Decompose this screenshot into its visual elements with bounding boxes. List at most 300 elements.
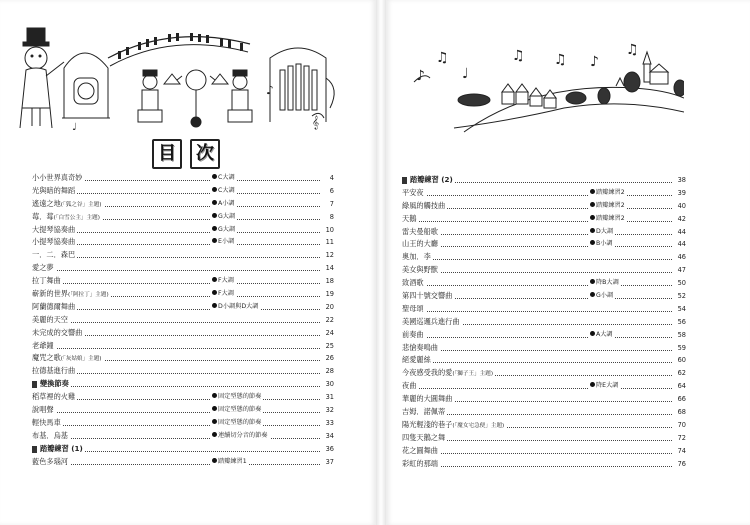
toc-entry-page: 14 <box>324 262 334 275</box>
toc-entry <box>402 367 686 380</box>
toc-entry-title-text: 花之圓舞曲 <box>402 445 438 455</box>
bullet-icon <box>212 432 217 437</box>
toc-entry-key <box>210 172 237 185</box>
toc-entry-title <box>402 458 440 471</box>
toc-leader-dots <box>402 195 672 196</box>
title-char: 目 <box>152 139 182 169</box>
toc-entry-title <box>32 365 77 378</box>
toc-entry-title <box>402 329 426 342</box>
toc-leader-dots <box>402 311 672 312</box>
toc-entry-title-text: 藍色多瑙河 <box>32 456 68 466</box>
left-toc <box>32 172 334 468</box>
toc-entry-key-text: 連續切分音的節奏 <box>218 431 268 439</box>
toc-leader-dots <box>32 322 320 323</box>
toc-entry-title-text: 華麗的大圓舞曲 <box>402 394 453 404</box>
toc-entry-title <box>32 391 77 404</box>
toc-entry-key-text: F大調 <box>218 290 234 298</box>
toc-entry <box>32 301 334 314</box>
bullet-icon <box>590 240 595 245</box>
toc-entry-title-text: 今夜感受我的愛 <box>402 368 453 378</box>
toc-entry-key <box>210 275 236 288</box>
toc-entry-key <box>210 236 236 249</box>
toc-entry-title <box>402 316 462 329</box>
toc-entry-title <box>402 290 454 303</box>
bullet-icon <box>212 303 217 308</box>
toc-entry-title-text: 變換節奏 <box>40 379 69 389</box>
toc-entry-page: 10 <box>324 224 334 237</box>
toc-entry-key <box>588 200 627 213</box>
toc-entry <box>32 172 334 185</box>
toc-entry-title <box>402 238 440 251</box>
toc-entry-key <box>210 288 236 301</box>
toc-entry-key-text: 固定型態的節奏 <box>218 406 262 414</box>
toc-entry-key-text: A小調 <box>218 199 235 207</box>
toc-entry-title <box>32 327 84 340</box>
title-char: 次 <box>190 139 220 169</box>
toc-entry-key-text: 固定型態的節奏 <box>218 418 262 426</box>
toc-entry-page: 58 <box>676 329 686 342</box>
toc-entry-key <box>588 226 615 239</box>
toc-entry-title-text: 魔咒之歌 <box>32 353 61 363</box>
toc-entry-key-text: G小調 <box>596 292 614 300</box>
toc-entry-page: 47 <box>676 264 686 277</box>
toc-entry <box>402 316 686 329</box>
toc-entry-page: 33 <box>324 417 334 430</box>
toc-entry-title <box>402 213 418 226</box>
toc-entry-key <box>588 213 627 226</box>
toc-entry-title <box>32 185 77 198</box>
toc-entry-title <box>32 301 77 314</box>
toc-entry-title <box>402 264 440 277</box>
toc-entry-title-text: 悲愴奏鳴曲 <box>402 342 438 352</box>
toc-entry-page: 50 <box>676 277 686 290</box>
toc-entry-key-text: 降E大調 <box>596 382 619 390</box>
toc-entry-title <box>32 404 56 417</box>
bullet-icon <box>212 174 217 179</box>
toc-entry-title-text: 未完成的交響曲 <box>32 327 83 337</box>
toc-section-heading <box>32 378 334 391</box>
toc-entry-key-text: C大調 <box>218 186 235 194</box>
toc-entry-page: 68 <box>676 406 686 419</box>
toc-entry <box>402 419 686 432</box>
toc-entry-title-text: 夜曲 <box>402 381 417 391</box>
toc-entry <box>402 393 686 406</box>
toc-entry <box>402 277 686 290</box>
toc-entry-page: 31 <box>324 391 334 404</box>
toc-entry-title-text: 一．二．森巴 <box>32 250 76 260</box>
toc-entry-title-text: 平安夜 <box>402 187 424 197</box>
toc-entry-title-text: 陽光輕淺的巷子 <box>402 419 453 429</box>
toc-leader-dots <box>402 246 672 247</box>
toc-entry <box>32 365 334 378</box>
toc-entry-key <box>588 187 627 200</box>
bullet-icon <box>590 331 595 336</box>
toc-entry-page: 56 <box>676 316 686 329</box>
toc-entry-title-text: 四隻天鵝之舞 <box>402 432 446 442</box>
toc-entry-note: (「獅子王」主題) <box>452 371 494 378</box>
toc-entry-title <box>32 224 77 237</box>
toc-entry-key <box>210 417 263 430</box>
toc-entry-page: 66 <box>676 393 686 406</box>
bullet-icon <box>212 226 217 231</box>
toc-entry-title-text: 愛之夢 <box>32 263 54 273</box>
toc-entry-key <box>210 301 260 314</box>
toc-entry-key-text: E小調 <box>218 238 235 246</box>
toc-entry-page: 76 <box>676 458 686 471</box>
toc-entry-key-text: A大調 <box>596 330 613 338</box>
toc-entry-title <box>402 187 426 200</box>
toc-entry-key-text: 固定型態的節奏 <box>218 393 262 401</box>
toc-entry-page: 26 <box>324 352 334 365</box>
toc-entry-page: 37 <box>324 456 334 469</box>
toc-entry-title <box>32 352 104 366</box>
toc-leader-dots <box>402 285 672 286</box>
svg-text:𝄞: 𝄞 <box>312 115 320 129</box>
toc-entry-title <box>402 303 426 316</box>
toc-entry-title <box>32 417 63 430</box>
toc-entry-key-text: G大調 <box>218 225 236 233</box>
toc-entry-page: 64 <box>676 380 686 393</box>
toc-entry-key-text: 踏瓣練習2 <box>596 214 625 222</box>
toc-entry-title <box>32 340 56 353</box>
toc-entry-title <box>32 314 70 327</box>
toc-entry-title-text: 嶄新的世界 <box>32 289 68 299</box>
toc-entry-title-text: 前奏曲 <box>402 329 424 339</box>
toc-entry-page: 34 <box>324 430 334 443</box>
toc-entry-title-text: 莓．莓 <box>32 211 54 221</box>
book-spine <box>376 0 386 525</box>
toc-entry <box>32 198 334 211</box>
toc-entry-key <box>588 290 615 303</box>
toc-entry-page: 30 <box>324 378 334 391</box>
toc-entry-title-text: 光與暗的舞蹈 <box>32 185 76 195</box>
toc-entry-title <box>402 354 433 367</box>
bullet-icon <box>590 279 595 284</box>
toc-leader-dots <box>32 464 320 465</box>
toc-entry-page: 40 <box>676 200 686 213</box>
toc-entry-page: 60 <box>676 354 686 367</box>
toc-entry-title-text: 美女與野獸 <box>402 265 438 275</box>
bullet-icon <box>212 458 217 463</box>
toc-entry-note: (「白雪公主」主題) <box>53 214 100 221</box>
toc-entry-page: 36 <box>324 443 334 456</box>
toc-entry-title-text: 山王的大廳 <box>402 239 438 249</box>
toc-entry <box>32 391 334 404</box>
toc-entry-key <box>210 404 263 417</box>
toc-entry-title-text: 拉丁舞曲 <box>32 276 61 286</box>
toc-entry <box>32 211 334 224</box>
toc-leader-dots <box>402 272 672 273</box>
toc-entry-page: 28 <box>324 365 334 378</box>
toc-entry-title-text: 綠風的觸技曲 <box>402 200 446 210</box>
toc-entry-title-text: 奧加．李 <box>402 252 431 262</box>
toc-entry-key <box>210 430 270 443</box>
toc-entry-title-text: 小小世界真奇妙 <box>32 173 83 182</box>
toc-entry-title <box>402 277 426 290</box>
toc-entry-page: 74 <box>676 445 686 458</box>
bullet-icon <box>590 292 595 297</box>
toc-entry-title-text: 美麗的天空 <box>32 314 68 324</box>
toc-entry-title-text: 小提琴協奏曲 <box>32 237 76 247</box>
toc-entry-title <box>32 430 70 443</box>
svg-text:♫: ♫ <box>512 48 525 64</box>
toc-entry-title <box>402 380 418 393</box>
toc-entry <box>32 224 334 237</box>
toc-entry <box>32 352 334 365</box>
toc-entry-note: (「阿拉丁」主題) <box>67 292 109 299</box>
toc-entry-title <box>32 211 102 225</box>
toc-entry-page: 22 <box>324 314 334 327</box>
toc-entry <box>402 406 686 419</box>
toc-entry-note: (「灰姑娘」主題) <box>60 356 102 363</box>
toc-entry-title-text: 聖母頌 <box>402 303 424 313</box>
toc-entry <box>32 262 334 275</box>
toc-entry-title <box>402 200 447 213</box>
toc-section-heading <box>402 174 686 187</box>
bullet-icon <box>590 382 595 387</box>
toc-leader-dots <box>402 337 672 338</box>
toc-entry-key <box>588 329 615 342</box>
toc-entry-page: 54 <box>676 303 686 316</box>
toc-entry-key <box>210 198 237 211</box>
orchestra-illustration <box>12 18 342 136</box>
toc-leader-dots <box>32 386 320 387</box>
toc-entry-title <box>402 367 495 381</box>
toc-entry-title-text: 吉姆．諾佩蒂 <box>402 407 446 417</box>
toc-leader-dots <box>32 425 320 426</box>
toc-entry-key-text: 踏瓣練習1 <box>218 457 247 465</box>
toc-entry-page: 46 <box>676 251 686 264</box>
toc-leader-dots <box>32 412 320 413</box>
toc-entry-title <box>32 275 63 288</box>
toc-entry-key-text: B小調 <box>596 240 613 248</box>
toc-entry <box>402 238 686 251</box>
svg-text:♫: ♫ <box>626 42 639 58</box>
toc-entry-title-text: 大提琴協奏曲 <box>32 224 76 234</box>
toc-leader-dots <box>32 438 320 439</box>
toc-entry-title <box>402 174 455 187</box>
toc-leader-dots <box>32 283 320 284</box>
toc-entry-title <box>32 236 77 249</box>
toc-entry-key-text: D大調 <box>596 227 614 235</box>
toc-entry-title <box>402 432 447 445</box>
toc-entry-page: 70 <box>676 419 686 432</box>
toc-entry-key <box>210 211 237 224</box>
toc-entry <box>402 213 686 226</box>
toc-entry-title <box>402 393 454 406</box>
toc-entry-page: 11 <box>324 236 334 249</box>
bullet-icon <box>212 406 217 411</box>
svg-text:♪: ♪ <box>266 83 274 97</box>
toc-entry-title-text: 絕愛麗絲 <box>402 355 431 365</box>
toc-entry-title-text: 天鵝 <box>402 213 417 223</box>
toc-entry <box>32 236 334 249</box>
toc-entry <box>402 329 686 342</box>
toc-leader-dots <box>402 350 672 351</box>
toc-entry-title <box>402 226 440 239</box>
bullet-icon <box>212 290 217 295</box>
toc-entry <box>32 185 334 198</box>
toc-entry-title-text: 踏瓣練習 (1) <box>40 443 83 453</box>
svg-text:♩: ♩ <box>72 122 77 133</box>
toc-entry-page: 72 <box>676 432 686 445</box>
toc-leader-dots <box>402 234 672 235</box>
toc-entry-page: 7 <box>328 198 334 211</box>
toc-entry-title-text: 布基．烏基 <box>32 430 68 440</box>
toc-entry <box>32 456 334 469</box>
toc-leader-dots <box>402 259 672 260</box>
toc-entry-page: 25 <box>324 340 334 353</box>
toc-entry-page: 18 <box>324 275 334 288</box>
bullet-icon <box>212 393 217 398</box>
toc-leader-dots <box>402 221 672 222</box>
toc-entry-title <box>32 443 85 456</box>
toc-entry-title <box>402 445 440 458</box>
toc-entry-title <box>402 342 440 355</box>
toc-leader-dots <box>402 453 672 454</box>
toc-entry <box>402 187 686 200</box>
toc-entry <box>32 288 334 301</box>
toc-entry-title-text: 遙遠之地 <box>32 198 61 208</box>
bullet-icon <box>590 228 595 233</box>
bullet-icon <box>212 238 217 243</box>
toc-entry-title <box>32 456 70 469</box>
bullet-icon <box>212 419 217 424</box>
toc-entry-page: 39 <box>676 187 686 200</box>
toc-entry <box>32 430 334 443</box>
svg-text:♪: ♪ <box>416 68 425 84</box>
toc-entry-key-text: F大調 <box>218 277 234 285</box>
bullet-icon <box>212 277 217 282</box>
toc-entry-title <box>402 406 447 419</box>
toc-entry-note: (「狐之谷」主題) <box>60 201 102 208</box>
svg-text:♪: ♪ <box>590 54 599 70</box>
bullet-icon <box>212 187 217 192</box>
toc-entry-page: 62 <box>676 367 686 380</box>
bullet-icon <box>212 213 217 218</box>
toc-leader-dots <box>402 466 672 467</box>
toc-entry-title <box>32 172 84 185</box>
toc-entry <box>402 458 686 471</box>
toc-entry-key-text: 踏瓣練習2 <box>596 188 625 196</box>
toc-entry <box>32 417 334 430</box>
toc-entry-key <box>210 185 237 198</box>
svg-text:♩: ♩ <box>462 66 469 82</box>
toc-entry-title-text: 阿蘭德爾舞曲 <box>32 301 76 311</box>
toc-entry <box>402 342 686 355</box>
toc-entry-title <box>402 419 506 433</box>
toc-entry-page: 24 <box>324 327 334 340</box>
toc-entry-page: 6 <box>328 185 334 198</box>
toc-entry <box>402 432 686 445</box>
toc-entry-title-text: 美國巡邏兵進行曲 <box>402 316 460 326</box>
village-hills-illustration <box>394 42 684 142</box>
bullet-icon <box>590 202 595 207</box>
toc-entry-key-text: 踏瓣練習2 <box>596 201 625 209</box>
toc-entry-key <box>588 277 621 290</box>
contents-title <box>152 139 232 169</box>
toc-entry-title <box>32 288 111 302</box>
right-page <box>386 0 750 525</box>
toc-entry-page: 8 <box>328 211 334 224</box>
toc-entry-page: 32 <box>324 404 334 417</box>
toc-entry-page: 59 <box>676 342 686 355</box>
toc-entry-title-text: 說唱聲 <box>32 405 54 415</box>
toc-entry-page: 4 <box>328 172 334 185</box>
bullet-icon <box>590 189 595 194</box>
toc-entry-key-text: G大調 <box>218 212 236 220</box>
toc-leader-dots <box>402 388 672 389</box>
toc-entry <box>402 251 686 264</box>
toc-entry-title-text: 踏瓣練習 (2) <box>410 175 453 184</box>
toc-entry-page: 12 <box>324 249 334 262</box>
toc-entry-title-text: 第四十號交響曲 <box>402 291 453 301</box>
toc-entry-page: 20 <box>324 301 334 314</box>
toc-leader-dots <box>32 348 320 349</box>
toc-entry-title-text: 拉德基進行曲 <box>32 366 76 376</box>
toc-entry-title-text: 彩虹的那端 <box>402 458 438 468</box>
bullet-icon <box>212 200 217 205</box>
toc-leader-dots <box>402 362 672 363</box>
toc-entry-key <box>588 238 615 251</box>
toc-entry-key <box>588 380 620 393</box>
toc-entry <box>402 200 686 213</box>
toc-entry-page: 38 <box>676 174 686 187</box>
toc-entry <box>402 290 686 303</box>
toc-entry <box>402 445 686 458</box>
right-toc <box>402 174 686 470</box>
toc-entry-title-text: 致酒歌 <box>402 278 424 288</box>
toc-entry-page: 44 <box>676 226 686 239</box>
toc-entry-note: (「魔女宅急便」主題) <box>452 422 505 429</box>
toc-leader-dots <box>32 270 320 271</box>
toc-entry <box>402 380 686 393</box>
svg-text:♫: ♫ <box>554 52 567 68</box>
toc-entry <box>402 303 686 316</box>
toc-entry <box>32 314 334 327</box>
toc-entry-page: 44 <box>676 238 686 251</box>
toc-entry <box>402 226 686 239</box>
toc-entry-title-text: 輕快馬車 <box>32 417 61 427</box>
toc-entry-key-text: D小調與D大調 <box>218 302 259 310</box>
toc-entry-page: 19 <box>324 288 334 301</box>
toc-entry-title <box>32 378 71 391</box>
svg-text:♫: ♫ <box>436 50 449 66</box>
toc-entry-key <box>210 456 249 469</box>
toc-entry-title-text: 雷夫曼船歌 <box>402 226 438 236</box>
toc-entry-key <box>210 224 237 237</box>
toc-entry-title-text: 稻草裡的火雞 <box>32 392 76 402</box>
toc-entry-title-text: 老爺鐘 <box>32 340 54 350</box>
toc-entry-page: 42 <box>676 213 686 226</box>
toc-entry-title <box>32 249 77 262</box>
toc-entry <box>32 404 334 417</box>
bullet-icon <box>590 215 595 220</box>
toc-entry <box>32 275 334 288</box>
toc-entry <box>402 264 686 277</box>
toc-entry-title <box>32 262 56 275</box>
toc-entry <box>402 354 686 367</box>
toc-entry-page: 52 <box>676 290 686 303</box>
toc-entry-title <box>32 198 104 212</box>
toc-entry <box>32 340 334 353</box>
toc-entry-key <box>210 391 263 404</box>
toc-entry-key-text: C大調 <box>218 174 235 181</box>
toc-entry <box>32 249 334 262</box>
toc-entry <box>32 327 334 340</box>
toc-entry-key-text: 降B大調 <box>596 279 619 287</box>
toc-section-heading <box>32 443 334 456</box>
